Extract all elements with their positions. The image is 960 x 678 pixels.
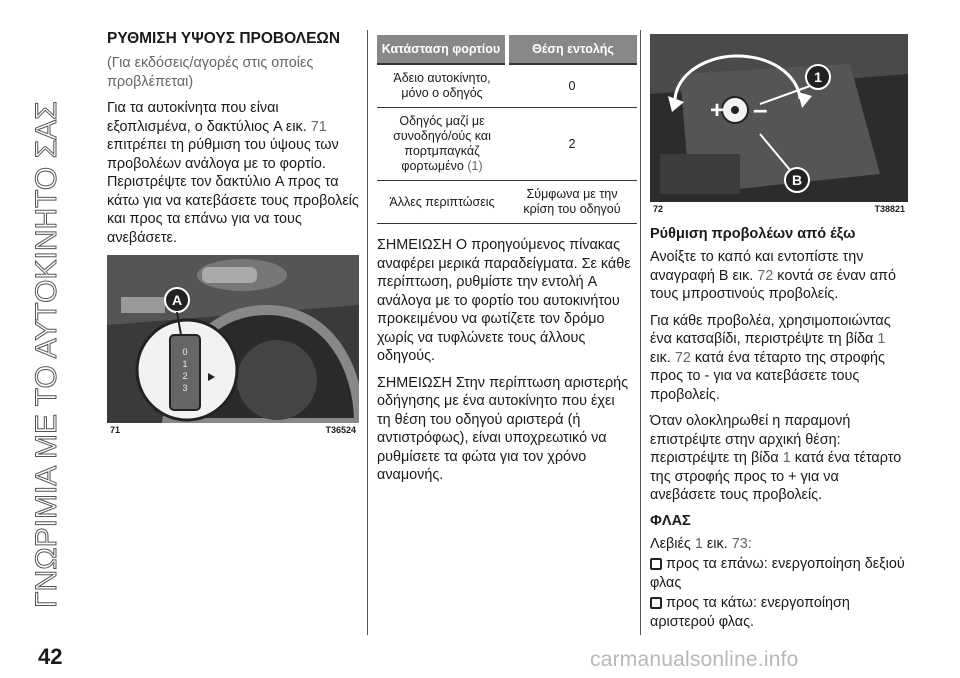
flash-heading: ΦΛΑΣ xyxy=(650,512,691,529)
side-title xyxy=(4,20,74,620)
checkbox-bullet-icon xyxy=(650,597,662,609)
figure-71-image xyxy=(107,255,359,423)
figure-code: T38821 xyxy=(874,204,905,214)
paragraph-flash-lever: Λεβιές 1 εικ. 73: xyxy=(650,535,752,552)
svg-text:–: – xyxy=(753,94,768,124)
callout-a: A xyxy=(171,292,183,308)
figure-72-caption xyxy=(650,202,908,214)
figure-72-image xyxy=(650,34,908,202)
checkbox-bullet-icon xyxy=(650,558,662,570)
watermark: carmanualsonline.info xyxy=(590,648,799,671)
left-column xyxy=(107,30,359,435)
paragraph-screw-up: Όταν ολοκληρωθεί η παραμονή επιστρέψτε στην αρχική θέση: περιστρέψτε τη βίδα 1 κατά ένα τέταρτο της στροφής προς το + για να ανεβάσετε τους προβολείς. xyxy=(650,413,902,503)
table-header-load: Κατάσταση φορτίου xyxy=(377,35,507,64)
callout-1: 1 xyxy=(814,69,822,85)
table-row xyxy=(377,64,637,108)
dial-mark-0: 0 xyxy=(182,347,188,357)
table-row xyxy=(377,108,637,181)
side-title-text: ΓΝΩΡΙΜΙΑ ΜΕ ΤΟ ΑΥΤΟΚΙΝΗΤΟ ΣΑΣ xyxy=(30,101,63,608)
figure-71 xyxy=(107,255,359,435)
table-cell-state: Άλλες περιπτώσεις xyxy=(377,181,507,224)
note-left-hand-drive: ΣΗΜΕΙΩΣΗ Στην περίπτωση αριστερής οδήγησης με ένα αυτοκίνητο που έχει τη θέση του οδηγού αριστερά (ή αντιστρόφως), είναι υποχρεωτικό να ρυθμίσετε τα φώτα για τον χρόνο αναμονής. xyxy=(377,374,629,483)
section-heading: ΡΥΘΜΙΣΗ ΥΨΟΥΣ ΠΡΟΒΟΛΕΩΝ xyxy=(107,30,341,47)
section-heading-outside: Ρύθμιση προβολέων από έξω xyxy=(650,226,856,242)
flash-left-item: προς τα κάτω: ενεργοποίηση αριστερού φλας. xyxy=(650,595,850,630)
right-column xyxy=(650,34,908,639)
callout-b: B xyxy=(791,172,803,188)
paragraph-applicability: (Για εκδόσεις/αγορές στις οποίες προβλέπεται) xyxy=(107,55,314,90)
figure-72 xyxy=(650,34,908,214)
note-table: ΣΗΜΕΙΩΣΗ Ο προηγούμενος πίνακας αναφέρει μερικά παραδείγματα. Σε κάθε περίπτωση, ρυθμίστε την εντολή A ανάλογα με το φορτίο του αυτοκινήτου προκειμένου να φωτίζετε τον δρόμο χωρίς να τυφλώνετε τους άλλους οδηγούς. xyxy=(377,237,631,364)
dial-mark-1: 1 xyxy=(182,359,188,369)
middle-column xyxy=(377,35,632,493)
load-table xyxy=(377,35,637,224)
table-header-position: Θέση εντολής xyxy=(507,35,637,64)
table-row xyxy=(377,181,637,224)
figure-71-caption xyxy=(107,423,359,435)
column-divider-1 xyxy=(367,30,368,635)
figure-number: 72 xyxy=(653,204,664,214)
table-cell-state: Οδηγός μαζί με συνοδηγό/ούς και πορτμπαγκάζ φορτωμένο (1) xyxy=(377,108,507,181)
figure-ref: 71 xyxy=(310,118,327,135)
table-cell-position: 2 xyxy=(507,108,637,181)
page-number: 42 xyxy=(38,644,63,669)
flash-right-item: προς τα επάνω: ενεργοποίηση δεξιού φλας xyxy=(650,556,905,591)
paragraph-screw-down: Για κάθε προβολέα, χρησιμοποιώντας ένα κατσαβίδι, περιστρέψτε τη βίδα 1 εικ. 72 κατά ένα τέταρτο της στροφής προς το - για να κατεβάσετε τους προβολείς. xyxy=(650,312,891,403)
figure-number: 71 xyxy=(110,425,121,435)
column-divider-2 xyxy=(640,30,641,635)
figure-code: T36524 xyxy=(325,425,356,435)
dial-mark-3: 3 xyxy=(182,383,188,393)
table-cell-position: 0 xyxy=(507,64,637,108)
paragraph-ring-adjust: Για τα αυτοκίνητα που είναι εξοπλισμένα, ο δακτύλιος A εικ. 71 επιτρέπει τη ρύθμιση του ύψους των προβολέων ανάλογα με το φορτίο. Περιστρέψτε τον δακτύλιο A προς τα κάτω για να κατεβάσετε τους προβολείς και προς τα επάνω για να τους ανεβάσετε. xyxy=(107,100,359,246)
dial-mark-2: 2 xyxy=(182,371,188,381)
svg-text:+: + xyxy=(710,97,725,124)
paragraph-open-hood: Ανοίξτε το καπό και εντοπίστε την αναγραφή B εικ. 72 κοντά σε έναν από τους μπροστινούς προβολείς. xyxy=(650,249,896,302)
table-cell-position: Σύμφωνα με την κρίση του οδηγού xyxy=(507,181,637,224)
table-cell-state: Άδειο αυτοκίνητο, μόνο ο οδηγός xyxy=(377,64,507,108)
